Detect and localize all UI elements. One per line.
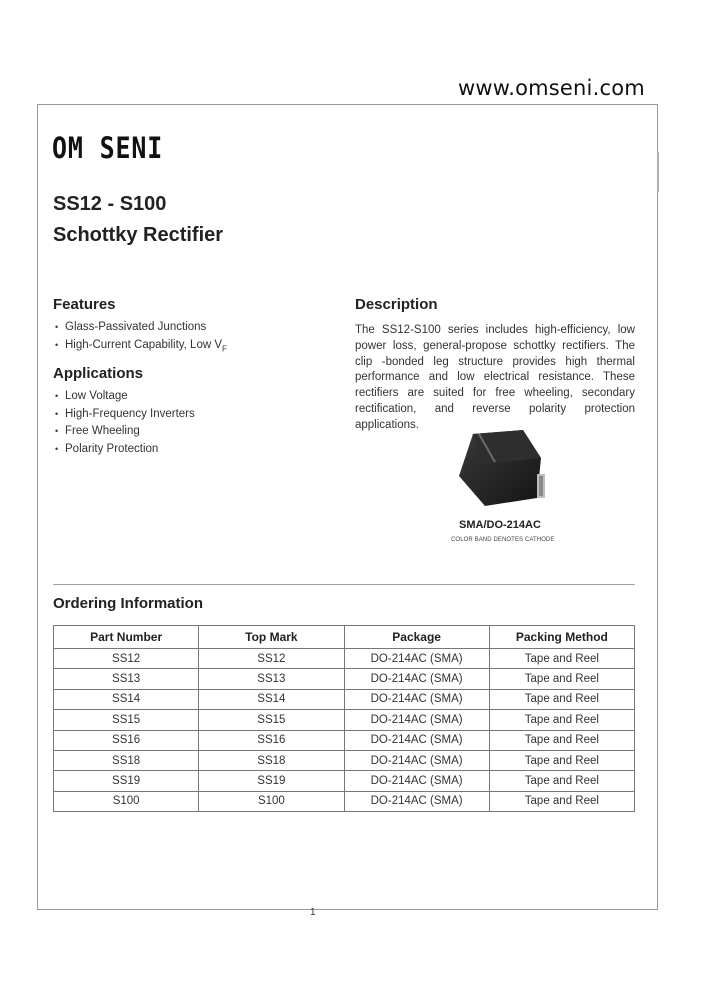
ordering-table xyxy=(53,625,635,812)
part-range-title: SS12 - S100 xyxy=(53,193,167,215)
features-list xyxy=(55,319,227,354)
footer-line xyxy=(210,909,658,910)
cell-top-mark: S100 xyxy=(199,791,344,811)
cell-top-mark: SS13 xyxy=(199,669,344,689)
column-header: Part Number xyxy=(54,626,199,649)
list-item: • Low Voltage xyxy=(55,390,128,402)
cell-package: DO-214AC (SMA) xyxy=(344,771,489,791)
cell-package: DO-214AC (SMA) xyxy=(344,750,489,770)
cell-package: DO-214AC (SMA) xyxy=(344,730,489,750)
list-item: • Free Wheeling xyxy=(55,425,140,437)
column-header: Packing Method xyxy=(489,626,634,649)
package-label: SMA/DO-214AC xyxy=(459,519,541,531)
product-title: Schottky Rectifier xyxy=(53,224,224,246)
cell-part-number: SS13 xyxy=(54,669,199,689)
table-row xyxy=(54,730,635,750)
cell-part-number: SS16 xyxy=(54,730,199,750)
cell-part-number: SS12 xyxy=(54,649,199,669)
table-row xyxy=(54,689,635,709)
column-header: Top Mark xyxy=(199,626,344,649)
section-divider xyxy=(53,584,635,585)
column-header: Package xyxy=(344,626,489,649)
table-row xyxy=(54,669,635,689)
cell-packing-method: Tape and Reel xyxy=(489,791,634,811)
table-row xyxy=(54,771,635,791)
cell-packing-method: Tape and Reel xyxy=(489,710,634,730)
cell-part-number: SS19 xyxy=(54,771,199,791)
list-item: • Polarity Protection xyxy=(55,442,159,455)
list-item: • High-Frequency Inverters xyxy=(55,407,195,420)
cell-top-mark: SS15 xyxy=(199,710,344,730)
table-row xyxy=(54,649,635,669)
cell-packing-method: Tape and Reel xyxy=(489,649,634,669)
cell-part-number: SS18 xyxy=(54,750,199,770)
cell-packing-method: Tape and Reel xyxy=(489,689,634,709)
description-heading: Description xyxy=(355,296,438,313)
table-header-row xyxy=(54,626,635,649)
table-row xyxy=(54,791,635,811)
cell-top-mark: SS14 xyxy=(199,689,344,709)
cell-top-mark: SS18 xyxy=(199,750,344,770)
package-top-face xyxy=(473,430,541,464)
cell-packing-method: Tape and Reel xyxy=(489,750,634,770)
sma-package-image xyxy=(455,430,547,510)
features-heading: Features xyxy=(53,296,116,313)
applications-list xyxy=(55,388,195,458)
list-item: • High-Current Capability, Low $V_F$ xyxy=(55,338,227,353)
applications-heading: Applications xyxy=(53,365,144,382)
list-item: • Glass-Passivated Junctions xyxy=(55,321,207,333)
cell-part-number: S100 xyxy=(54,791,199,811)
cell-part-number: SS15 xyxy=(54,710,199,730)
ordering-heading: Ordering Information xyxy=(53,595,203,612)
cell-package: DO-214AC (SMA) xyxy=(344,649,489,669)
cell-top-mark: SS16 xyxy=(199,730,344,750)
package-note: COLOR BAND DENOTES CATHODE xyxy=(451,537,555,543)
cell-top-mark: SS19 xyxy=(199,771,344,791)
company-logo: OM SENI xyxy=(52,131,164,165)
cell-package: DO-214AC (SMA) xyxy=(344,689,489,709)
package-lead-shade xyxy=(539,476,543,496)
cell-packing-method: Tape and Reel xyxy=(489,730,634,750)
table-row xyxy=(54,710,635,730)
cell-part-number: SS14 xyxy=(54,689,199,709)
cell-package: DO-214AC (SMA) xyxy=(344,669,489,689)
cell-package: DO-214AC (SMA) xyxy=(344,710,489,730)
page-number: 1 xyxy=(310,907,316,918)
frame-tick xyxy=(657,152,659,192)
website-url[interactable]: www.omseni.com xyxy=(458,76,645,100)
cell-top-mark: SS12 xyxy=(199,649,344,669)
cell-package: DO-214AC (SMA) xyxy=(344,791,489,811)
cell-packing-method: Tape and Reel xyxy=(489,771,634,791)
table-row xyxy=(54,750,635,770)
description-text: The SS12-S100 series includes high-efficiency, low power loss, general-propose schottky rectifiers. The clip -bonded leg structure provides high thermal performance and low electrical resistance. These rectifiers are suited for free wheeling, secondary rectification, and reverse polarity protection applications. xyxy=(355,324,635,431)
cell-packing-method: Tape and Reel xyxy=(489,669,634,689)
